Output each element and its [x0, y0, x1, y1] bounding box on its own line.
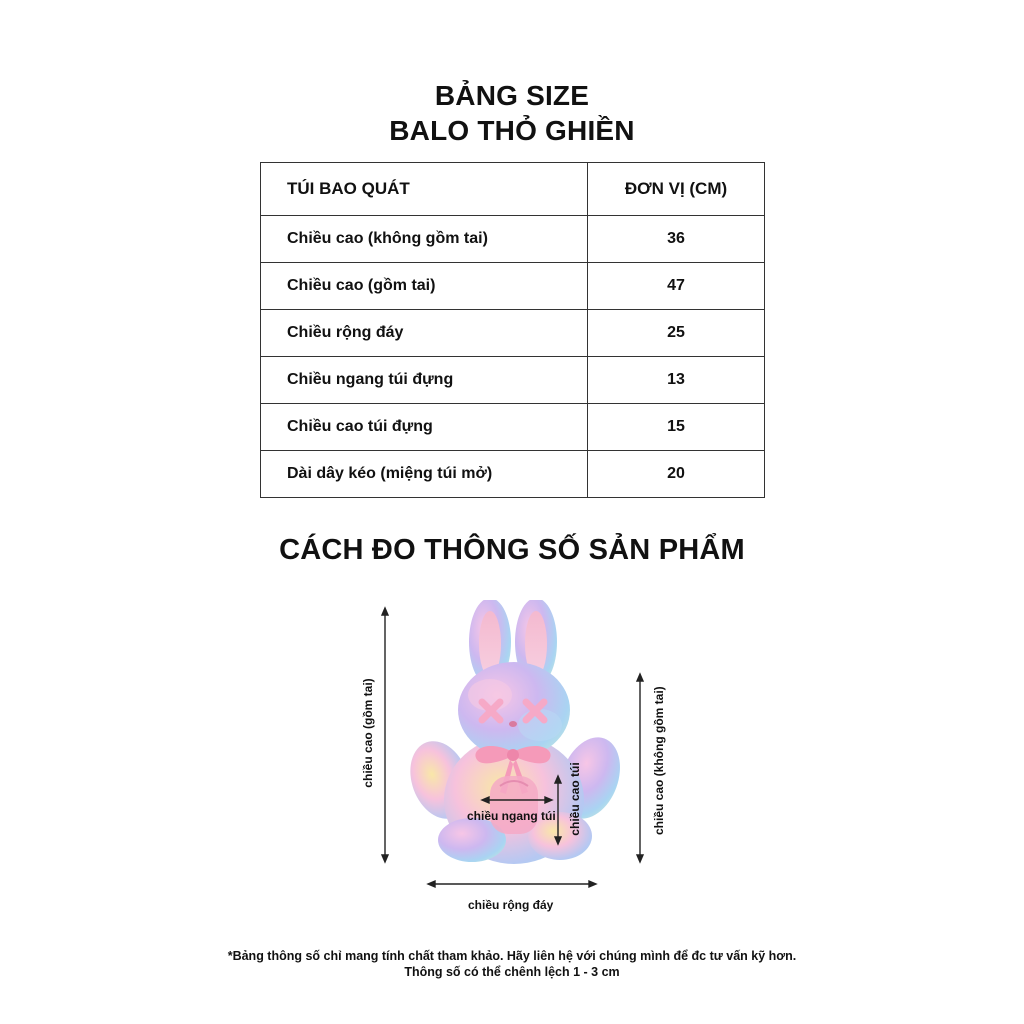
footer-note-2: Thông số có thể chênh lệch 1 - 3 cm	[404, 965, 620, 979]
table-row	[261, 451, 765, 498]
table-row	[261, 404, 765, 451]
row-label: Chiều cao túi đựng	[261, 404, 588, 451]
footer-note-1: *Bảng thông số chỉ mang tính chất tham khảo. Hãy liên hệ với chúng mình để đc tư vấn kỹ hơn.	[227, 949, 797, 963]
table-row	[261, 263, 765, 310]
row-value: 13	[588, 357, 765, 404]
row-label: Chiều cao (gồm tai)	[261, 263, 588, 310]
row-label: Chiều ngang túi đựng	[261, 357, 588, 404]
label-pocket-height: chiều cao túi	[568, 762, 582, 836]
measure-section-title: CÁCH ĐO THÔNG SỐ SẢN PHẨM	[279, 534, 745, 566]
row-value: 36	[588, 216, 765, 263]
table-row	[261, 216, 765, 263]
table-row	[261, 310, 765, 357]
title-line-1: BẢNG SIZE	[434, 80, 590, 111]
label-height-without-ears: chiều cao (không gồm tai)	[652, 686, 666, 835]
row-label: Chiều cao (không gồm tai)	[261, 216, 588, 263]
row-label: Dài dây kéo (miệng túi mở)	[261, 451, 588, 498]
head	[458, 662, 570, 758]
table-header-row	[261, 163, 765, 216]
size-table	[260, 162, 765, 498]
table-row	[261, 357, 765, 404]
bunny-illustration	[340, 600, 700, 920]
title-line-2: BALO THỎ GHIỀN	[389, 115, 635, 146]
row-value: 15	[588, 404, 765, 451]
front-pocket	[490, 776, 538, 834]
row-value: 20	[588, 451, 765, 498]
measurement-diagram	[340, 600, 700, 920]
row-label: Chiều rộng đáy	[261, 310, 588, 357]
nose	[509, 721, 517, 727]
label-bottom-width: chiều rộng đáy	[468, 898, 554, 912]
row-value: 47	[588, 263, 765, 310]
header-cell-unit: ĐƠN VỊ (CM)	[588, 163, 765, 216]
label-height-with-ears: chiều cao (gồm tai)	[361, 678, 375, 788]
header-cell-category: TÚI BAO QUÁT	[261, 163, 588, 216]
label-pocket-width: chiều ngang túi	[467, 809, 556, 823]
row-value: 25	[588, 310, 765, 357]
